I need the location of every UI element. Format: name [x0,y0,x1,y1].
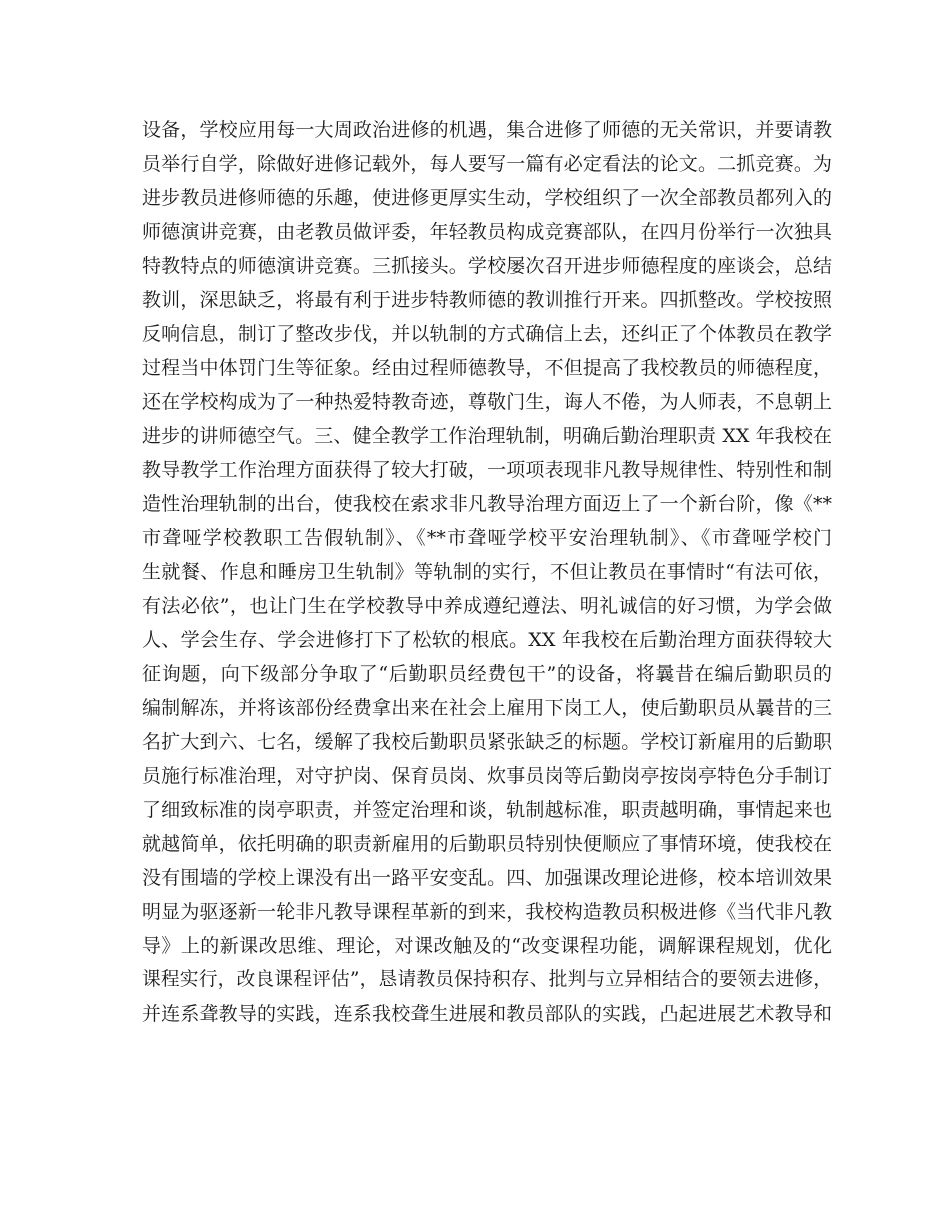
text-line: 没有围墙的学校上课没有出一路平安变乱。四、加强课改理论进修，校本培训效果 [142,867,832,889]
text-line: 人、学会生存、学会进修打下了松软的根底。XX 年我校在后勤治理方面获得较大 [142,629,832,651]
text-line: 员举行自学，除做好进修记载外，每人要写一篇有必定看法的论文。二抓竞赛。为 [142,153,832,175]
text-line: 特教特点的师德演讲竞赛。三抓接头。学校屡次召开进步师德程度的座谈会，总结 [142,255,832,277]
text-line: 课程实行，改良课程评估”，恳请教员保持积存、批判与立异相结合的要领去进修， [142,969,832,990]
text-line: 反响信息，制订了整改步伐，并以轨制的方式确信上去，还纠正了个体教员在教学 [142,323,832,345]
text-line: 进步教员进修师德的乐趣，使进修更厚实生动，学校组织了一次全部教员都列入的 [142,187,832,209]
body-text [142,113,832,1031]
text-line: 教导教学工作治理方面获得了较大打破，一项项表现非凡教导规律性、特别性和制 [142,459,832,481]
text-line: 员施行标准治理，对守护岗、保育员岗、炊事员岗等后勤岗亭按岗亭特色分手制订 [142,765,832,787]
text-line: 师德演讲竞赛，由老教员做评委，年轻教员构成竞赛部队，在四月份举行一次独具 [142,221,832,243]
text-line: 明显为驱逐新一轮非凡教导课程革新的到来，我校构造教员积极进修《当代非凡教 [142,901,832,923]
text-line: 进步的讲师德空气。三、健全教学工作治理轨制，明确后勤治理职责 XX 年我校在 [142,425,832,447]
text-line: 还在学校构成为了一种热爱特教奇迹，尊敬门生，诲人不倦，为人师表，不息朝上 [142,391,832,413]
text-line: 有法必依”，也让门生在学校教导中养成遵纪遵法、明礼诚信的好习惯，为学会做 [142,595,832,617]
text-line: 就越简单，依托明确的职责新雇用的后勤职员特别快便顺应了事情环境，使我校在 [142,833,832,855]
text-line: 过程当中体罚门生等征象。经由过程师德教导，不但提高了我校教员的师德程度， [142,357,832,379]
text-line: 设备，学校应用每一大周政治进修的机遇，集合进修了师德的无关常识，并要请教 [142,119,832,141]
text-line: 市聋哑学校教职工告假轨制》、《**市聋哑学校平安治理轨制》、《市聋哑学校门 [142,527,832,549]
text-line: 造性治理轨制的出台，使我校在索求非凡教导治理方面迈上了一个新台阶，像《** [142,493,832,515]
text-line: 并连系聋教导的实践，连系我校聋生进展和教员部队的实践，凸起进展艺术教导和 [142,1003,832,1025]
text-line: 生就餐、作息和睡房卫生轨制》等轨制的实行，不但让教员在事情时“有法可依， [142,561,832,583]
text-line: 教训，深思缺乏，将最有利于进步特教师德的教训推行开来。四抓整改。学校按照 [142,289,832,311]
text-line: 导》上的新课改思维、理论，对课改触及的“改变课程功能，调解课程规划，优化 [142,935,832,957]
text-line: 征询题，向下级部分争取了“后勤职员经费包干”的设备，将曩昔在编后勤职员的 [142,663,832,685]
text-line: 名扩大到六、七名，缓解了我校后勤职员紧张缺乏的标题。学校订新雇用的后勤职 [142,731,832,753]
text-line: 编制解冻，并将该部份经费拿出来在社会上雇用下岗工人，使后勤职员从曩昔的三 [142,697,832,719]
text-line: 了细致标准的岗亭职责，并签定治理和谈，轨制越标准，职责越明确，事情起来也 [142,799,832,821]
